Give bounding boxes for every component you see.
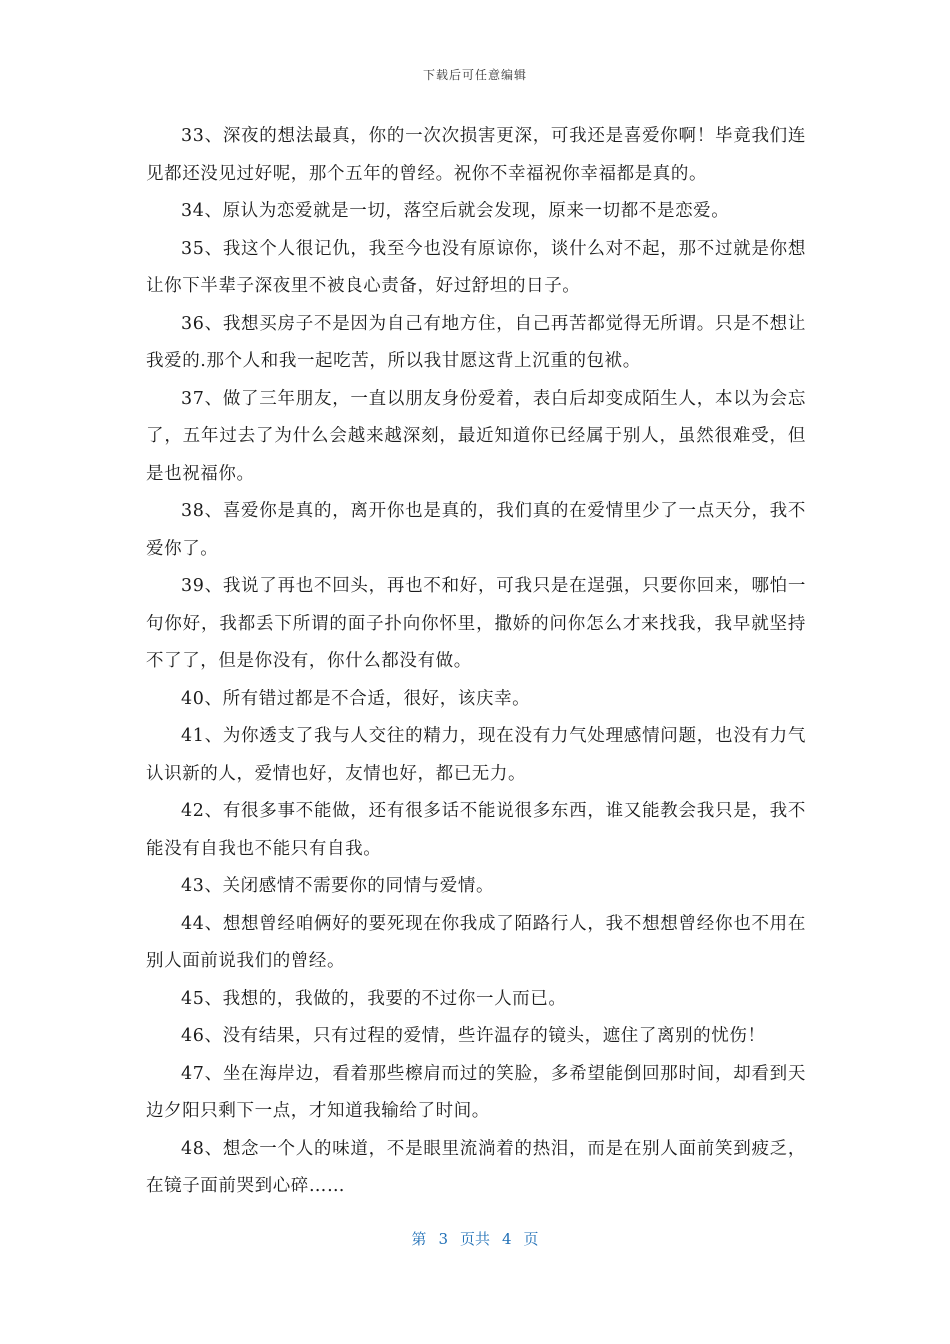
paragraph-48: 48、想念一个人的味道，不是眼里流淌着的热泪，而是在别人面前笑到疲乏，在镜子面前哭到心碎…… [146, 1138, 806, 1196]
paragraph-41: 41、为你透支了我与人交往的精力，现在没有力气处理感情问题，也没有力气认识新的人，爱情也好，友情也好，都已无力。 [146, 726, 806, 784]
paragraph-44: 44、想想曾经咱俩好的要死现在你我成了陌路行人，我不想想曾经你也不用在别人面前说我们的曾经。 [146, 913, 806, 971]
paragraph-42: 42、有很多事不能做，还有很多话不能说很多东西，谁又能教会我只是，我不能没有自我也不能只有自我。 [146, 801, 806, 859]
page-header: 下载后可任意编辑 [422, 68, 527, 82]
paragraph-37: 37、做了三年朋友，一直以朋友身份爱着，表白后却变成陌生人，本以为会忘了，五年过去了为什么会越来越深刻，最近知道你已经属于别人，虽然很难受，但是也祝福你。 [146, 388, 806, 484]
document-body [146, 118, 806, 1206]
footer-suffix: 页 [523, 1230, 539, 1248]
paragraph-43: 43、关闭感情不需要你的同情与爱情。 [181, 876, 495, 896]
paragraph-39: 39、我说了再也不回头，再也不和好，可我只是在逞强，只要你回来，哪怕一句你好，我都丢下所谓的面子扑向你怀里，撒娇的问你怎么才来找我，我早就坚持不了了，但是你没有，你什么都没有做。 [146, 576, 806, 671]
paragraph-38: 38、喜爱你是真的，离开你也是真的，我们真的在爱情里少了一点天分，我不爱你了。 [146, 501, 806, 559]
paragraph-45: 45、我想的，我做的，我要的不过你一人而已。 [181, 988, 567, 1009]
paragraph-34: 34、原认为恋爱就是一切，落空后就会发现，原来一切都不是恋爱。 [181, 201, 730, 221]
footer-prefix: 第 [411, 1230, 427, 1248]
paragraph-35: 35、我这个人很记仇，我至今也没有原谅你，谈什么对不起，那不过就是你想让你下半辈子深夜里不被良心责备，好过舒坦的日子。 [146, 238, 806, 296]
footer-middle: 页共 [459, 1230, 490, 1248]
paragraph-40: 40、所有错过都是不合适，很好，该庆幸。 [181, 688, 531, 709]
paragraph-36: 36、我想买房子不是因为自己有地方住，自己再苦都觉得无所谓。只是不想让我爱的.那个人和我一起吃苦，所以我甘愿这背上沉重的包袱。 [146, 313, 806, 371]
paragraph-47: 47、坐在海岸边，看着那些檫肩而过的笑脸，多希望能倒回那时间，却看到天边夕阳只剩下一点，才知道我输给了时间。 [146, 1063, 806, 1121]
paragraph-46: 46、没有结果，只有过程的爱情，些许温存的镜头，遮住了离别的忧伤！ [181, 1026, 766, 1046]
paragraph-33: 33、深夜的想法最真，你的一次次损害更深，可我还是喜爱你啊！毕竟我们连见都还没见过好呢，那个五年的曾经。祝你不幸福祝你幸福都是真的。 [146, 126, 806, 184]
footer-current-page: 3 [438, 1230, 448, 1248]
page-footer [0, 1228, 950, 1249]
footer-total-pages: 4 [502, 1230, 512, 1248]
